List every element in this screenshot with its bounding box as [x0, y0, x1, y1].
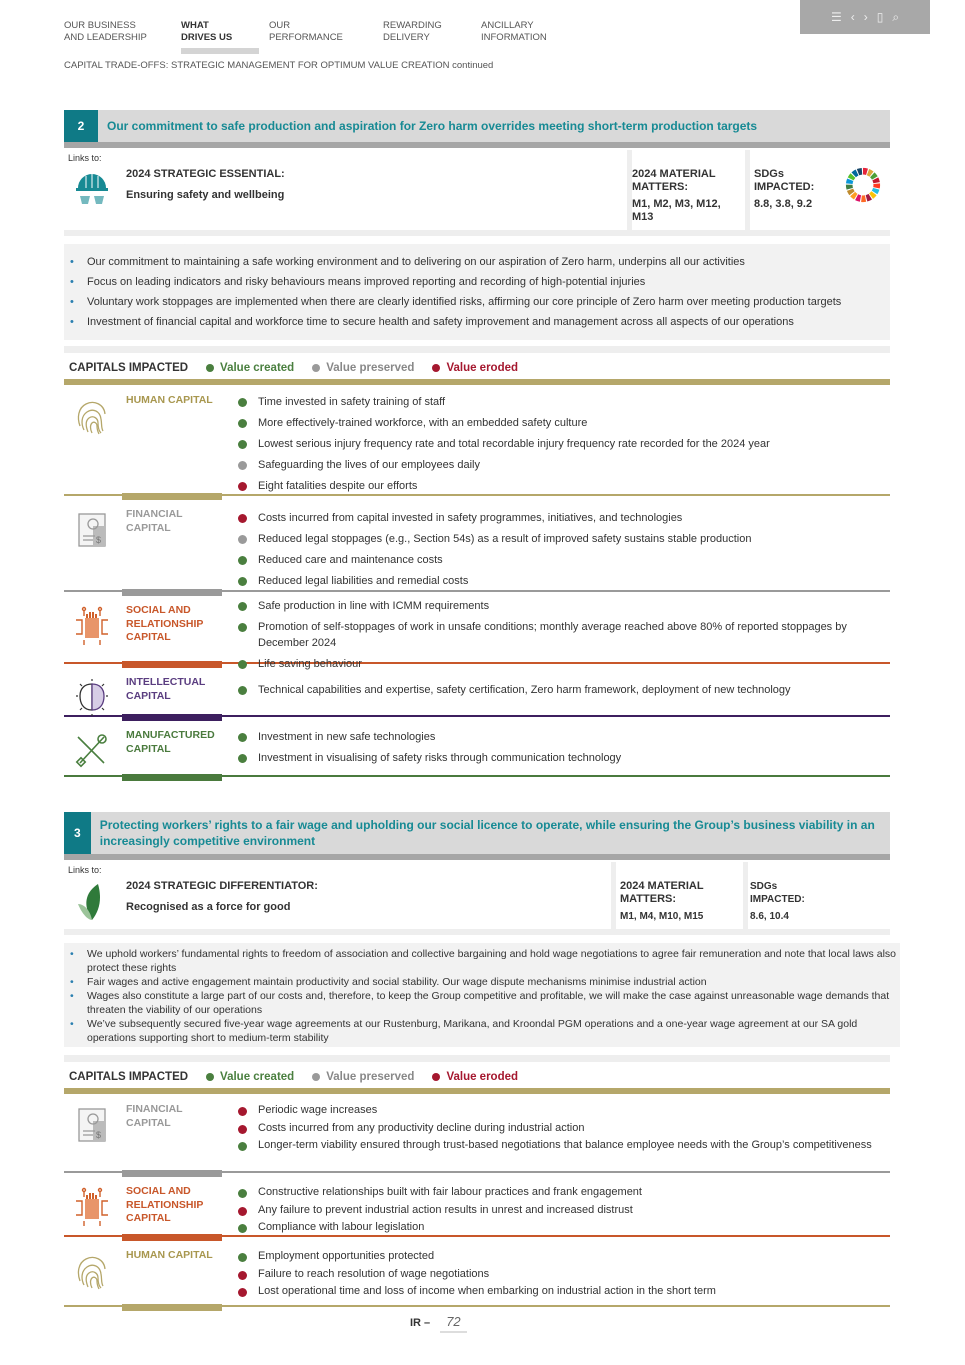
strategic-value: Ensuring safety and wellbeing	[126, 189, 285, 201]
capital-item	[236, 619, 890, 651]
strategic-label: 2024 STRATEGIC ESSENTIAL:	[126, 168, 285, 180]
capital-row-social	[64, 598, 890, 670]
capital-item-text: Lowest serious injury frequency rate and total recordable injury frequency rate recorded for the 2024 year	[258, 438, 770, 450]
capital-item	[236, 750, 890, 766]
page-footer	[410, 1314, 467, 1333]
capital-item	[236, 478, 890, 494]
value-eroded-dot	[238, 514, 247, 523]
top-nav	[64, 20, 581, 44]
capital-row-intellectual	[64, 670, 890, 717]
bullet-item: • Investment of financial capital and workforce time to secure health and safety improvement and management across all aspects of our operations	[64, 314, 890, 330]
sdg-block	[754, 168, 834, 230]
material-label: 2024 MATERIAL MATTERS:	[632, 168, 716, 193]
capital-item	[236, 415, 890, 431]
strategic-label: 2024 STRATEGIC DIFFERENTIATOR:	[126, 880, 318, 892]
financial-capital-icon	[74, 510, 110, 550]
capital-name: SOCIAL AND RELATIONSHIP CAPITAL	[126, 1185, 204, 1224]
value-eroded-label: Value eroded	[446, 1071, 519, 1083]
capital-item	[236, 1220, 890, 1235]
bullet-item: • Voluntary work stoppages are implemented when there are clearly identified risks, affirming our core principle of Zero harm over meeting production targets	[64, 294, 890, 310]
divider	[745, 150, 750, 230]
capital-item-text: Reduced legal liabilities and remedial costs	[258, 575, 469, 587]
capital-item	[236, 457, 890, 473]
material-block	[632, 168, 740, 230]
capital-item	[236, 1121, 890, 1136]
value-created-dot	[238, 660, 247, 669]
breadcrumb-title: CAPITAL TRADE-OFFS: STRATEGIC MANAGEMENT FOR OPTIMUM VALUE CREATION	[64, 60, 450, 71]
legend-divider	[64, 1088, 890, 1094]
sdg-value: 8.8, 3.8, 9.2	[754, 198, 813, 210]
capital-item	[236, 682, 890, 698]
value-created-dot	[206, 1073, 214, 1081]
capital-item-text: Failure to reach resolution of wage negotiations	[258, 1267, 490, 1280]
value-created-dot	[238, 754, 247, 763]
social-capital-icon	[74, 606, 110, 646]
section-title: Protecting workers’ rights to a fair wage and upholding our social licence to operate, while ensuring the Group’s business viability in an increasingly competitive environment	[99, 818, 875, 848]
capital-item	[236, 1203, 890, 1218]
capital-item	[236, 573, 890, 589]
value-created-dot	[238, 1189, 247, 1198]
value-created-dot	[238, 733, 247, 742]
value-preserved-dot	[312, 364, 320, 372]
capital-item-text: Employment opportunities protected	[258, 1250, 435, 1262]
sdg-wheel-icon	[844, 166, 882, 204]
capital-item-text: Promotion of self-stoppages of work in unsafe conditions; monthly average reached above 80% of reported stoppages by December 2024	[258, 621, 847, 649]
links-panel	[64, 150, 890, 236]
page-icon[interactable]: ▯	[876, 10, 884, 24]
nav-line2: PERFORMANCE	[269, 32, 343, 43]
capital-tab	[122, 714, 222, 721]
capital-item	[236, 552, 890, 568]
value-created-dot	[238, 623, 247, 632]
value-eroded-dot	[432, 1073, 440, 1081]
capitals-title: CAPITALS IMPACTED	[69, 1071, 189, 1083]
nav-item[interactable]	[269, 20, 363, 44]
capital-item-text: Time invested in safety training of staff	[258, 396, 446, 408]
financial-capital-icon	[74, 1105, 110, 1145]
strategic-block	[126, 168, 526, 230]
nav-item[interactable]	[64, 20, 161, 44]
nav-line2: DRIVES US	[181, 32, 233, 43]
capital-item	[236, 1103, 890, 1118]
nav-line1: OUR	[269, 20, 291, 31]
capital-name: HUMAN CAPITAL	[126, 394, 213, 406]
nav-line2: INFORMATION	[481, 32, 547, 43]
page-number: 72	[440, 1314, 466, 1333]
value-created-dot	[238, 398, 247, 407]
bullet-item: • We uphold workers’ fundamental rights to freedom of association and collective bargaining and hold wage negotiations to agree fair remuneration and note that local laws also protect these rights	[64, 947, 900, 975]
material-value: M1, M2, M3, M12, M13	[632, 198, 721, 223]
capital-item-text: Reduced legal stoppages (e.g., Section 54s) as a result of improved safety sustains stable production	[258, 533, 752, 545]
nav-line2: DELIVERY	[383, 32, 430, 43]
value-created-dot	[238, 686, 247, 695]
bullet-item: • We’ve subsequently secured five-year wage agreements at our Rustenburg, Marikana, and Kroondal PGM operations and a one-year wage agreement at our SA gold operations supporting short to medium-term stability	[64, 1017, 900, 1045]
capital-name: FINANCIAL CAPITAL	[126, 1103, 183, 1129]
value-created-label: Value created	[220, 362, 295, 374]
capital-row-manufactured	[64, 723, 890, 777]
capital-item	[236, 1138, 890, 1153]
value-eroded-dot	[238, 1288, 247, 1297]
capital-item-text: Safe production in line with ICMM requirements	[258, 600, 490, 612]
breadcrumb	[64, 60, 493, 71]
capital-name: FINANCIAL CAPITAL	[126, 508, 183, 534]
section-header	[64, 812, 890, 860]
section-2	[64, 110, 890, 777]
section-number: 3	[64, 812, 91, 854]
value-created-dot	[238, 440, 247, 449]
capital-name: HUMAN CAPITAL	[126, 1249, 213, 1261]
capital-item-text: Safeguarding the lives of our employees daily	[258, 459, 480, 471]
capital-item	[236, 1284, 890, 1299]
chevron-left-icon[interactable]: ‹	[850, 10, 855, 24]
capital-item-text: Investment in visualising of safety risks through communication technology	[258, 752, 622, 764]
value-created-dot	[238, 1142, 247, 1151]
capitals-legend	[64, 1066, 890, 1088]
capital-item-text: Costs incurred from any productivity decline during industrial action	[258, 1121, 585, 1134]
material-value: M1, M4, M10, M15	[620, 911, 704, 922]
social-capital-icon	[74, 1187, 110, 1227]
capital-item	[236, 394, 890, 410]
nav-line2: AND LEADERSHIP	[64, 32, 147, 43]
capital-name: MANUFACTURED CAPITAL	[126, 729, 215, 755]
capital-tab	[122, 493, 222, 500]
value-created-dot	[238, 556, 247, 565]
search-icon[interactable]: ⌕	[892, 9, 900, 24]
value-eroded-dot	[238, 482, 247, 491]
leaf-icon	[74, 882, 110, 922]
links-to-label: Links to:	[68, 153, 102, 163]
value-created-dot	[238, 1253, 247, 1262]
strategic-block	[126, 880, 526, 929]
capital-tab	[122, 589, 222, 596]
sdg-label: SDGs IMPACTED:	[754, 168, 815, 193]
bullet-item: • Wages also constitute a large part of our costs and, therefore, to keep the Group competitive and profitable, we will make the case against unreasonable wage demands that threaten the viability of our operations	[64, 989, 900, 1017]
sdg-block	[750, 880, 830, 929]
capital-item	[236, 531, 890, 547]
section-3	[64, 812, 896, 1307]
bullet-list	[64, 244, 890, 346]
links-panel	[64, 862, 890, 935]
capital-item-text: Periodic wage increases	[258, 1104, 378, 1116]
material-label: 2024 MATERIAL MATTERS:	[620, 880, 704, 905]
capital-item	[236, 510, 890, 526]
value-eroded-label: Value eroded	[446, 362, 519, 374]
value-preserved-label: Value preserved	[326, 1071, 415, 1083]
value-created-dot	[238, 1224, 247, 1233]
human-capital-icon	[74, 396, 110, 436]
sdg-label: SDGs IMPACTED:	[750, 881, 805, 905]
breadcrumb-suffix: continued	[449, 60, 494, 71]
nav-item[interactable]	[481, 20, 561, 44]
capital-item-text: Constructive relationships built with fair labour practices and frank engagement	[258, 1186, 642, 1198]
capital-tab	[122, 774, 222, 781]
value-created-dot	[206, 364, 214, 372]
chevron-right-icon[interactable]: ›	[863, 10, 868, 24]
capital-row-social	[64, 1179, 890, 1237]
menu-icon[interactable]: ☰	[830, 10, 842, 24]
capital-item	[236, 598, 890, 614]
capitals-title: CAPITALS IMPACTED	[69, 362, 189, 374]
section-header	[64, 110, 890, 148]
value-preserved-label: Value preserved	[326, 362, 415, 374]
section-number: 2	[64, 110, 98, 142]
section-title: Our commitment to safe production and aspiration for Zero harm overrides meeting short-term production targets	[107, 119, 758, 133]
links-to-label: Links to:	[68, 865, 102, 875]
strategic-value: Recognised as a force for good	[126, 901, 291, 913]
capital-tab	[122, 661, 222, 668]
nav-line1: WHAT	[181, 20, 209, 31]
nav-line1: ANCILLARY	[481, 20, 534, 31]
capital-name: SOCIAL AND RELATIONSHIP CAPITAL	[126, 604, 204, 643]
capital-item-text: Any failure to prevent industrial action results in unrest and increased distrust	[258, 1203, 633, 1216]
value-created-dot	[238, 602, 247, 611]
capital-item-text: Investment in new safe technologies	[258, 731, 436, 743]
value-eroded-dot	[238, 1207, 247, 1216]
capital-item-text: Lost operational time and loss of income when embarking on industrial action in the short term	[258, 1285, 716, 1297]
bullet-item: • Focus on leading indicators and risky behaviours means improved reporting and recording of high-potential injuries	[64, 274, 890, 290]
capital-row-human	[64, 1243, 890, 1307]
divider	[611, 862, 616, 929]
capital-item-text: Technical capabilities and expertise, safety certification, Zero harm framework, deployment of new technology	[258, 684, 791, 696]
value-created-label: Value created	[220, 1071, 295, 1083]
material-block	[620, 880, 728, 929]
nav-item[interactable]	[181, 20, 249, 44]
capital-item	[236, 1249, 890, 1264]
nav-line1: REWARDING	[383, 20, 442, 31]
capital-name: INTELLECTUAL CAPITAL	[126, 676, 206, 702]
capital-tab	[122, 1234, 222, 1241]
value-created-dot	[238, 419, 247, 428]
value-eroded-dot	[432, 364, 440, 372]
capital-item-text: More effectively-trained workforce, with an embedded safety culture	[258, 417, 588, 429]
capitals-legend	[64, 357, 890, 379]
nav-item[interactable]	[383, 20, 461, 44]
value-preserved-dot	[238, 535, 247, 544]
capital-tab	[122, 1170, 222, 1177]
capital-row-human	[64, 388, 890, 496]
bullet-list	[64, 943, 900, 1053]
capital-tab	[122, 1304, 222, 1311]
capital-row-financial	[64, 1097, 890, 1173]
sdg-value: 8.6, 10.4	[750, 911, 789, 922]
value-preserved-dot	[312, 1073, 320, 1081]
capital-item	[236, 1267, 890, 1282]
toolbar	[800, 0, 930, 34]
capital-item-text: Life saving behaviour	[258, 658, 362, 670]
capital-item	[236, 436, 890, 452]
divider-strip	[64, 346, 890, 353]
value-created-dot	[238, 577, 247, 586]
svg-text:$: $	[96, 535, 102, 545]
bullet-item: • Our commitment to maintaining a safe working environment and to delivering on our aspiration of Zero harm, underpins all our activities	[64, 254, 890, 270]
value-eroded-dot	[238, 1271, 247, 1280]
divider-strip	[64, 1055, 890, 1062]
manufactured-capital-icon	[74, 731, 110, 771]
capital-item-text: Costs incurred from capital invested in safety programmes, initiatives, and technologies	[258, 512, 683, 524]
capital-row-financial	[64, 502, 890, 592]
capital-item-text: Reduced care and maintenance costs	[258, 554, 443, 566]
nav-line1: OUR BUSINESS	[64, 20, 136, 31]
intellectual-capital-icon	[74, 678, 110, 718]
divider	[743, 862, 748, 929]
capital-item	[236, 729, 890, 745]
value-preserved-dot	[238, 461, 247, 470]
human-capital-icon	[74, 1251, 110, 1291]
value-eroded-dot	[238, 1125, 247, 1134]
svg-text:$: $	[96, 1130, 102, 1140]
capital-item	[236, 1185, 890, 1200]
bullet-item: • Fair wages and active engagement maintain productivity and social stability. Our wage dispute mechanisms minimise industrial action	[64, 975, 900, 989]
capital-item-text: Eight fatalities despite our efforts	[258, 480, 418, 492]
capital-item-text: Compliance with labour legislation	[258, 1221, 425, 1233]
capital-item-text: Longer-term viability ensured through trust-based negotiations that balance employee needs with the Group’s competitiveness	[258, 1139, 872, 1151]
legend-divider	[64, 379, 890, 385]
value-eroded-dot	[238, 1107, 247, 1116]
footer-label: IR –	[410, 1317, 431, 1329]
helmet-icon	[74, 170, 110, 210]
